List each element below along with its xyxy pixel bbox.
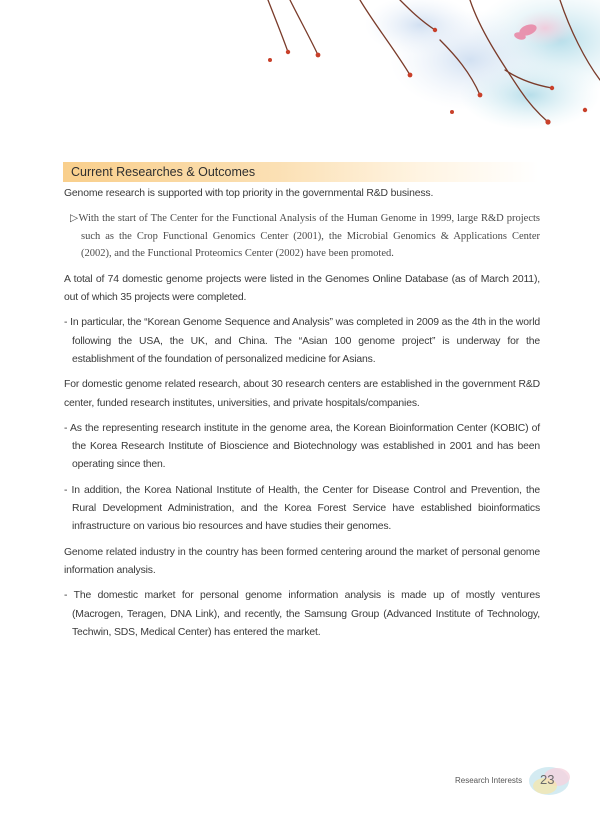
paragraph: For domestic genome related research, about 30 research centers are established in the government R&D center, funded research institutes, universities, and private hospitals/companies.: [64, 379, 540, 409]
paragraph: A total of 74 domestic genome projects were listed in the Genomes Online Database (as of March 2011), out of which 35 projects were completed.: [64, 273, 540, 304]
bullet-paragraph: - As the representing research institute in the genome area, the Korean Bioinformation Center (KOBIC) of the Korea Research Institute of Bioscience and Biotechnology was established in 2001 and has been operating since then.: [64, 422, 540, 471]
note-paragraph: ▷With the start of The Center for the Functional Analysis of the Human Genome in 1999, large R&D projects such as the Crop Functional Genomics Center (2001), the Microbial Genomics & Applications Center (2002), and the Functional Proteomics Center (2002) have been promoted.: [70, 213, 540, 260]
page-number: 23: [540, 772, 555, 787]
footer-section-label: Research Interests: [455, 776, 523, 785]
bullet-paragraph: - In particular, the “Korean Genome Sequence and Analysis” was completed in 2009 as the 4th in the world following the USA, the UK, and China. The “Asian 100 genome project” is underway for the establishment of the foundation of personalized medicine for Asians.: [64, 317, 540, 365]
bullet-paragraph: - The domestic market for personal genome information analysis is made up of mostly ventures (Macrogen, Teragen, DNA Link), and recently, the Samsung Group (Advanced Institute of Technology, Techwin, SDS, Medical Center) has entered the market.: [64, 590, 540, 638]
watercolor-branch-decoration: [0, 0, 600, 140]
bullet-paragraph: - In addition, the Korea National Institute of Health, the Center for Disease Control and Prevention, the Rural Development Administration, and the Korea Forest Service have established bioinformatics infrastructure on various bio resources and have studies their genomes.: [64, 484, 540, 533]
section-title: Current Researches & Outcomes: [71, 165, 256, 179]
paragraph: Genome related industry in the country has been formed centering around the market of personal genome information analysis.: [64, 546, 540, 576]
body-content: [64, 185, 540, 649]
paragraph: Genome research is supported with top priority in the governmental R&D business.: [64, 188, 434, 199]
